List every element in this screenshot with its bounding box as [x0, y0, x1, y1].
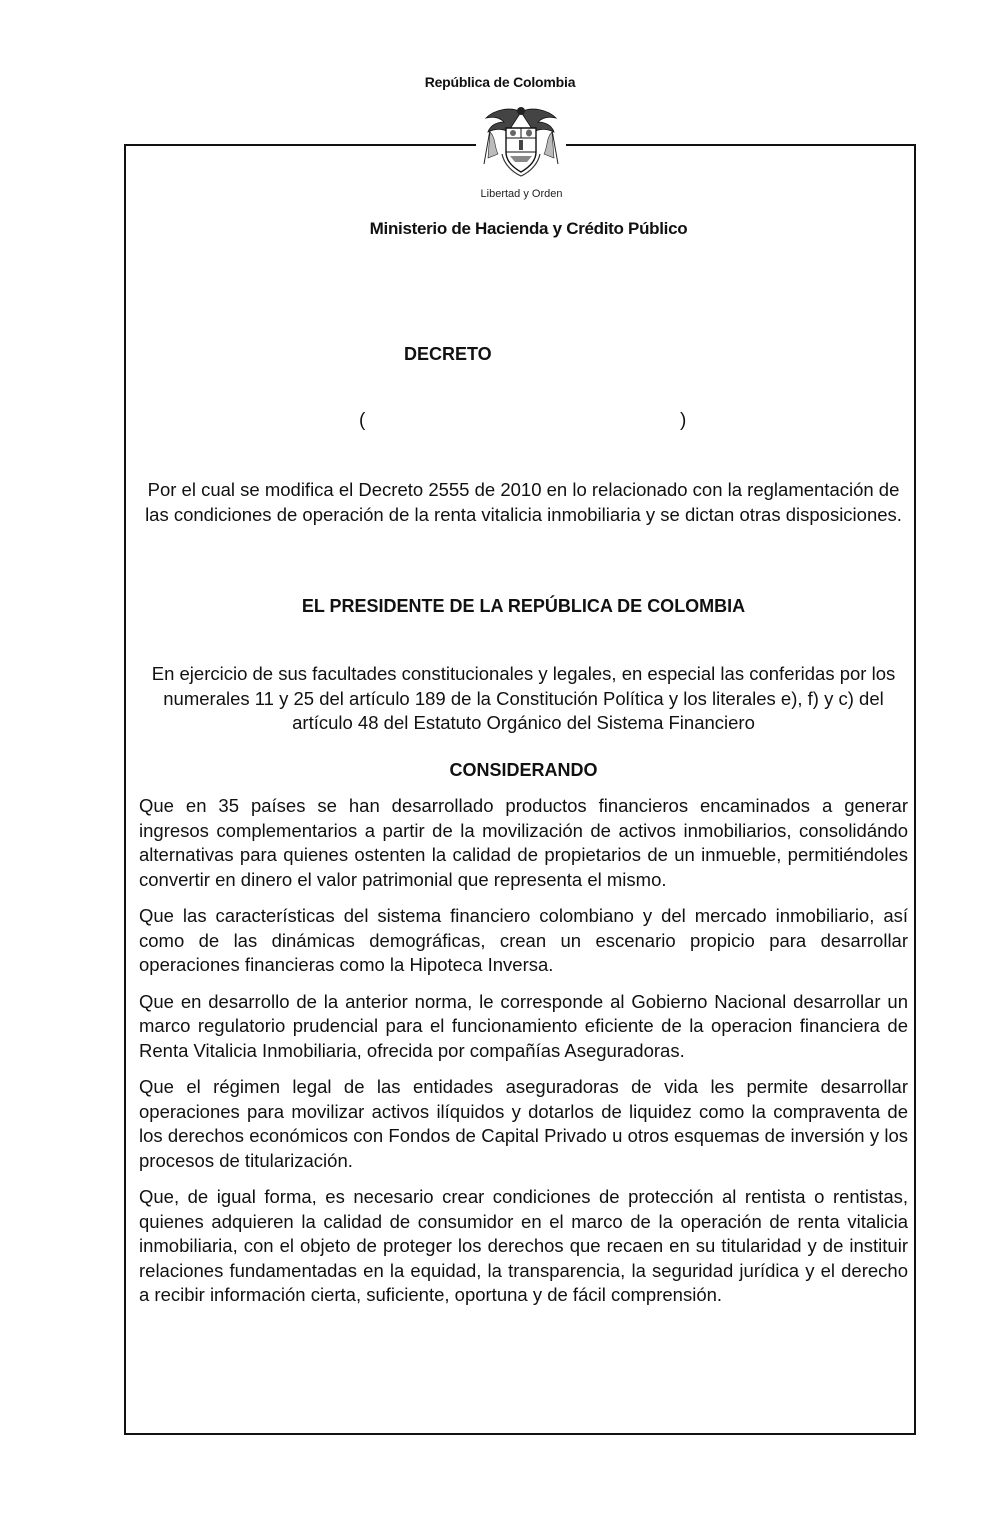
considering-heading: CONSIDERANDO	[449, 760, 598, 780]
powers-statement: En ejercicio de sus facultades constitucionales y legales, en especial las conferidas por los numerales 11 y 25 del artículo 189 de la Constitución Política y los literales e), f) y c) del artículo 48 del Estatuto Orgánico del Sistema Financiero	[151, 663, 896, 733]
ministry-name: Ministerio de Hacienda y Crédito Público	[369, 219, 688, 238]
motto: Libertad y Orden	[480, 188, 563, 200]
considering-paragraph: Que en 35 países se han desarrollado productos financieros encaminados a generar ingresos complementarios a partir de la movilización de activos inmobiliarios, consolidándo alternativas para quienes ostenten la calidad de propietarios de un inmueble, permitiéndoles convertir en dinero el valor patrimonial que representa el mismo.	[139, 795, 908, 890]
decree-number-close-paren: )	[680, 410, 687, 431]
decree-number-open-paren: (	[359, 410, 366, 431]
coat-of-arms-icon	[480, 102, 562, 182]
authority-heading: EL PRESIDENTE DE LA REPÚBLICA DE COLOMBIA	[301, 596, 746, 616]
republic-header: República de Colombia	[424, 74, 576, 90]
considering-paragraph: Que el régimen legal de las entidades aseguradoras de vida les permite desarrollar operaciones para movilizar activos ilíquidos y dotarlos de liquidez como la compraventa de los derechos económicos con Fondos de Capital Privado u otros esquemas de inversión y los procesos de titularización.	[139, 1076, 908, 1171]
considering-paragraph: Que las características del sistema financiero colombiano y del mercado inmobiliario, así como de las dinámicas demográficas, crean un escenario propicio para desarrollar operaciones financieras como la Hipoteca Inversa.	[139, 905, 908, 975]
decree-summary: Por el cual se modifica el Decreto 2555 de 2010 en lo relacionado con la reglamentación de las condiciones de operación de la renta vitalicia inmobiliaria y se dictan otras disposiciones.	[145, 479, 902, 525]
decree-title: DECRETO	[404, 344, 492, 364]
considering-paragraph: Que, de igual forma, es necesario crear condiciones de protección al rentista o rentistas, quienes adquieren la calidad de consumidor en el marco de la operación de renta vitalicia inmobiliaria, con el objeto de proteger los derechos que recaen en su titularidad y de instituir relaciones fundamentadas en la equidad, la transparencia, la seguridad jurídica y el derecho a recibir información cierta, suficiente, oportuna y de fácil comprensión.	[139, 1186, 908, 1305]
considering-paragraphs	[139, 794, 908, 1320]
considering-paragraph: Que en desarrollo de la anterior norma, le corresponde al Gobierno Nacional desarrollar un marco regulatorio prudencial para el funcionamiento eficiente de la operacion financiera de Renta Vitalicia Inmobiliaria, ofrecida por compañías Aseguradoras.	[139, 990, 908, 1061]
